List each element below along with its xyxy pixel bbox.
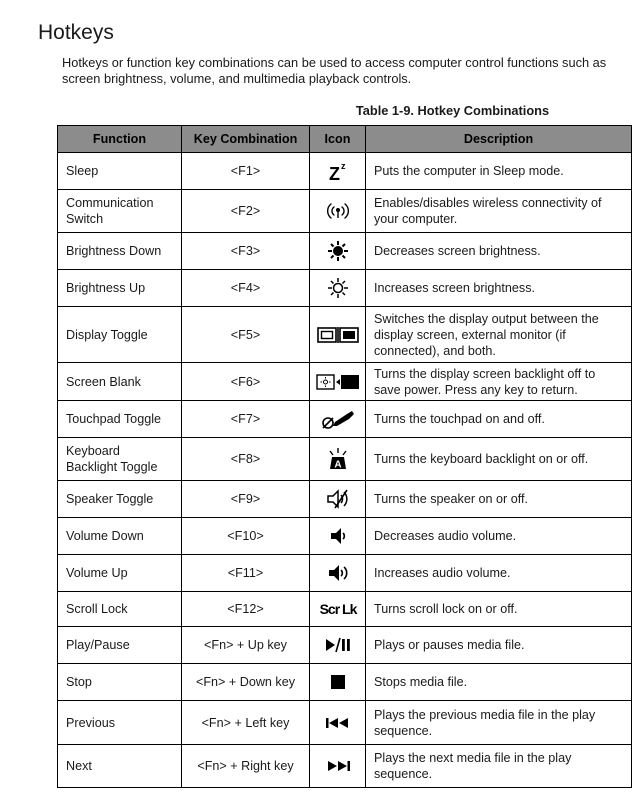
description-cell: Decreases audio volume.: [366, 518, 632, 555]
play-pause-icon: [324, 636, 352, 654]
key-combination-cell: <F6>: [182, 363, 310, 401]
volume-up-icon: [326, 562, 350, 584]
icon-cell: [310, 701, 366, 745]
description-cell: Stops media file.: [366, 664, 632, 701]
table-row: [58, 701, 632, 745]
description-cell: Increases screen brightness.: [366, 270, 632, 307]
page-heading: Hotkeys: [38, 21, 114, 44]
table-caption: Table 1-9. Hotkey Combinations: [355, 103, 550, 118]
function-cell: Communication Switch: [58, 190, 182, 233]
table-row: [58, 233, 632, 270]
function-cell: Next: [58, 745, 182, 788]
keyboard-backlight-icon: [327, 447, 349, 471]
function-cell: Previous: [58, 701, 182, 745]
key-combination-cell: <Fn> + Left key: [182, 701, 310, 745]
function-cell: Stop: [58, 664, 182, 701]
icon-cell: [310, 518, 366, 555]
key-combination-cell: <F11>: [182, 555, 310, 592]
key-combination-cell: <Fn> + Down key: [182, 664, 310, 701]
description-cell: Plays or pauses media file.: [366, 627, 632, 664]
description-cell: Turns the speaker on or off.: [366, 481, 632, 518]
description-cell: Plays the previous media file in the play sequence.: [366, 701, 632, 745]
icon-cell: [310, 190, 366, 233]
key-combination-cell: <F10>: [182, 518, 310, 555]
column-header-description: Description: [366, 126, 632, 153]
icon-cell: [310, 481, 366, 518]
column-header-key-combination: Key Combination: [182, 126, 310, 153]
key-combination-cell: <Fn> + Right key: [182, 745, 310, 788]
table-row: [58, 592, 632, 627]
icon-cell: [310, 307, 366, 363]
description-cell: Turns the touchpad on and off.: [366, 401, 632, 438]
scroll-lock-icon: [318, 599, 358, 619]
icon-cell: [310, 745, 366, 788]
icon-cell: [310, 233, 366, 270]
icon-cell: [310, 438, 366, 481]
next-icon: [324, 758, 352, 774]
icon-cell: [310, 555, 366, 592]
intro-paragraph: Hotkeys or function key combinations can be used to access computer control functions such as screen brightness, volume, and multimedia playback controls.: [62, 55, 607, 86]
description-cell: Puts the computer in Sleep mode.: [366, 153, 632, 190]
key-combination-cell: <F4>: [182, 270, 310, 307]
table-row: [58, 745, 632, 788]
volume-down-icon: [327, 525, 349, 547]
icon-cell: [310, 401, 366, 438]
description-cell: Enables/disables wireless connectivity of your computer.: [366, 190, 632, 233]
table-row: [58, 270, 632, 307]
key-combination-cell: <F3>: [182, 233, 310, 270]
description-cell: Plays the next media file in the play sequence.: [366, 745, 632, 788]
key-combination-cell: <F9>: [182, 481, 310, 518]
hotkey-table: [57, 125, 632, 788]
wireless-icon: [325, 201, 351, 221]
stop-icon: [328, 672, 348, 692]
display-toggle-icon: [317, 326, 359, 344]
function-cell: Brightness Down: [58, 233, 182, 270]
function-cell: Screen Blank: [58, 363, 182, 401]
touchpad-toggle-icon: [321, 408, 355, 430]
description-cell: Increases audio volume.: [366, 555, 632, 592]
icon-cell: [310, 270, 366, 307]
table-row: [58, 401, 632, 438]
function-cell: Touchpad Toggle: [58, 401, 182, 438]
description-cell: Decreases screen brightness.: [366, 233, 632, 270]
description-cell: Turns the keyboard backlight on or off.: [366, 438, 632, 481]
svg-text:Scr Lk: Scr Lk: [319, 601, 356, 617]
table-row: [58, 627, 632, 664]
key-combination-cell: <Fn> + Up key: [182, 627, 310, 664]
table-row: [58, 153, 632, 190]
key-combination-cell: <F12>: [182, 592, 310, 627]
column-header-function: Function: [58, 126, 182, 153]
table-row: [58, 555, 632, 592]
sleep-icon: [326, 159, 350, 183]
svg-text:A: A: [333, 459, 342, 471]
icon-cell: [310, 153, 366, 190]
key-combination-cell: <F8>: [182, 438, 310, 481]
description-cell: Turns scroll lock on or off.: [366, 592, 632, 627]
table-row: [58, 363, 632, 401]
screen-blank-icon: [316, 373, 360, 391]
function-cell: Play/Pause: [58, 627, 182, 664]
function-cell: Keyboard Backlight Toggle: [58, 438, 182, 481]
brightness-up-icon: [327, 277, 349, 299]
speaker-toggle-icon: [325, 488, 351, 510]
table-header-row: [58, 126, 632, 153]
table-row: [58, 190, 632, 233]
function-cell: Speaker Toggle: [58, 481, 182, 518]
description-cell: Switches the display output between the display screen, external monitor (if connected), and both.: [366, 307, 632, 363]
description-cell: Turns the display screen backlight off to save power. Press any key to return.: [366, 363, 632, 401]
column-header-icon: Icon: [310, 126, 366, 153]
svg-text:z: z: [340, 161, 345, 171]
table-row: [58, 307, 632, 363]
function-cell: Sleep: [58, 153, 182, 190]
key-combination-cell: <F5>: [182, 307, 310, 363]
icon-cell: [310, 627, 366, 664]
table-row: [58, 438, 632, 481]
icon-cell: [310, 592, 366, 627]
function-cell: Scroll Lock: [58, 592, 182, 627]
function-cell: Display Toggle: [58, 307, 182, 363]
key-combination-cell: <F2>: [182, 190, 310, 233]
brightness-down-icon: [327, 240, 349, 262]
function-cell: Volume Up: [58, 555, 182, 592]
function-cell: Volume Down: [58, 518, 182, 555]
table-row: [58, 481, 632, 518]
table-row: [58, 664, 632, 701]
icon-cell: [310, 363, 366, 401]
icon-cell: [310, 664, 366, 701]
previous-icon: [324, 715, 352, 731]
svg-text:Z: Z: [328, 164, 340, 183]
table-row: [58, 518, 632, 555]
function-cell: Brightness Up: [58, 270, 182, 307]
key-combination-cell: <F7>: [182, 401, 310, 438]
key-combination-cell: <F1>: [182, 153, 310, 190]
